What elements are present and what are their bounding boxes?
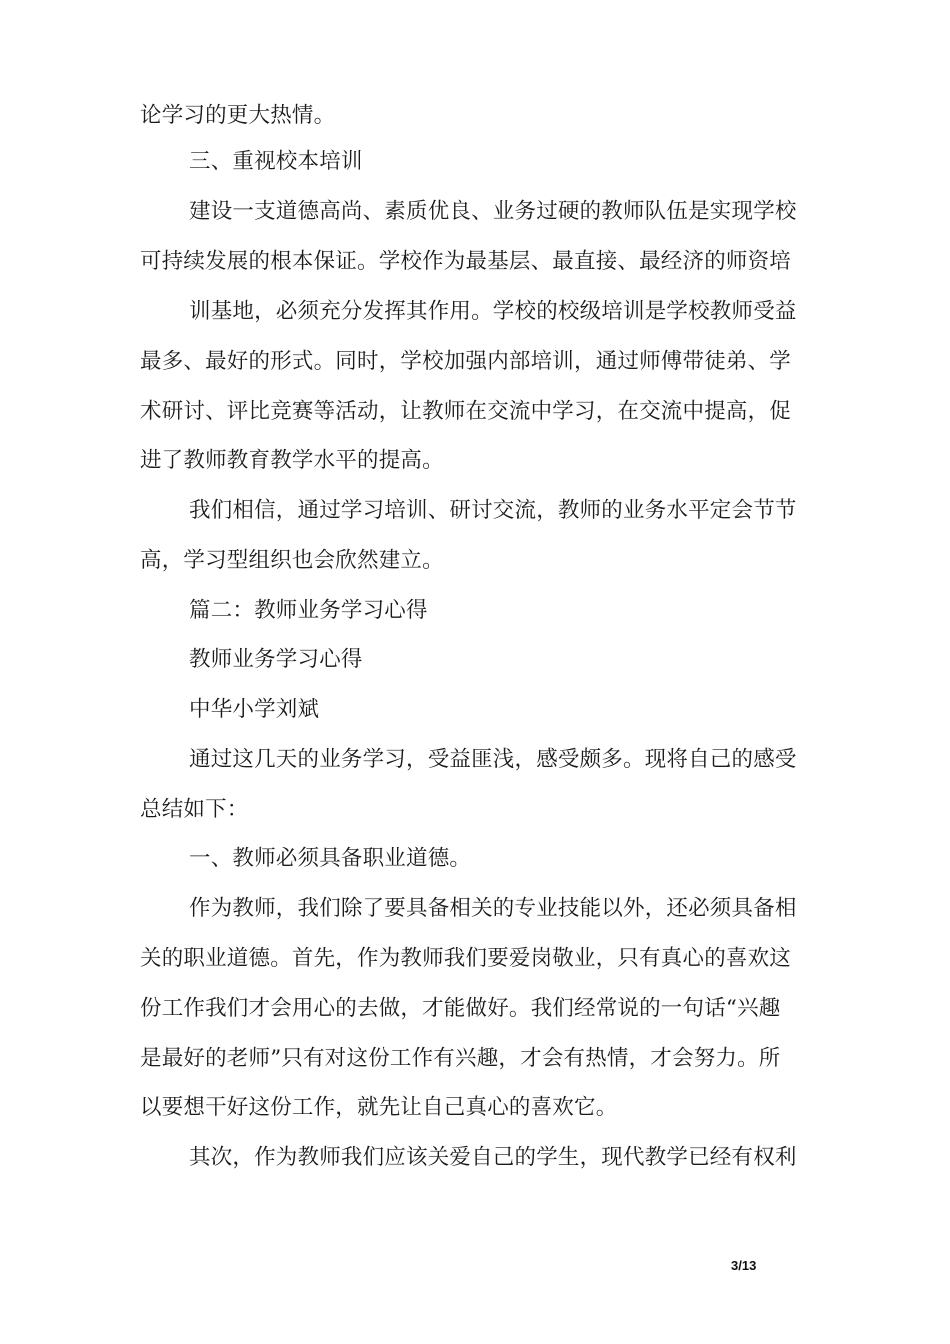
article-subtitle: 教师业务学习心得 <box>189 647 363 672</box>
text-line: 术研讨、评比竞赛等活动，让教师在交流中学习，在交流中提高，促 <box>140 399 792 424</box>
text-line: 总结如下： <box>140 797 249 822</box>
text-line: 论学习的更大热情。 <box>140 103 336 128</box>
text-line: 可持续发展的根本保证。学校作为最基层、最直接、最经济的师资培 <box>140 249 792 274</box>
text-line: 高，学习型组织也会欣然建立。 <box>140 548 444 573</box>
text-line: 其次，作为教师我们应该关爱自己的学生，现代教学已经有权利 <box>189 1145 797 1170</box>
text-line: 作为教师，我们除了要具备相关的专业技能以外，还必须具备相 <box>189 896 797 921</box>
text-line: 通过这几天的业务学习，受益匪浅，感受颇多。现将自己的感受 <box>189 747 797 772</box>
text-line: 建设一支道德高尚、素质优良、业务过硬的教师队伍是实现学校 <box>189 199 797 224</box>
text-line: 是最好的老师”只有对这份工作有兴趣，才会有热情，才会努力。所 <box>140 1046 781 1071</box>
text-line: 最多、最好的形式。同时，学校加强内部培训，通过师傅带徒弟、学 <box>140 349 792 374</box>
text-line: 以要想干好这份工作，就先让自己真心的喜欢它。 <box>140 1095 618 1120</box>
text-line: 我们相信，通过学习培训、研讨交流，教师的业务水平定会节节 <box>189 498 797 523</box>
section-heading: 一、教师必须具备职业道德。 <box>189 846 472 871</box>
page-number: 3/13 <box>731 1258 757 1273</box>
author-line: 中华小学刘斌 <box>189 697 320 722</box>
text-line: 训基地，必须充分发挥其作用。学校的校级培训是学校教师受益 <box>189 299 797 324</box>
section-heading: 三、重视校本培训 <box>189 149 363 174</box>
text-line: 份工作我们才会用心的去做，才能做好。我们经常说的一句话“兴趣 <box>140 996 781 1021</box>
text-line: 进了教师教育教学水平的提高。 <box>140 448 444 473</box>
text-line: 关的职业道德。首先，作为教师我们要爱岗敬业，只有真心的喜欢这 <box>140 946 792 971</box>
article-title: 篇二：教师业务学习心得 <box>189 598 428 623</box>
